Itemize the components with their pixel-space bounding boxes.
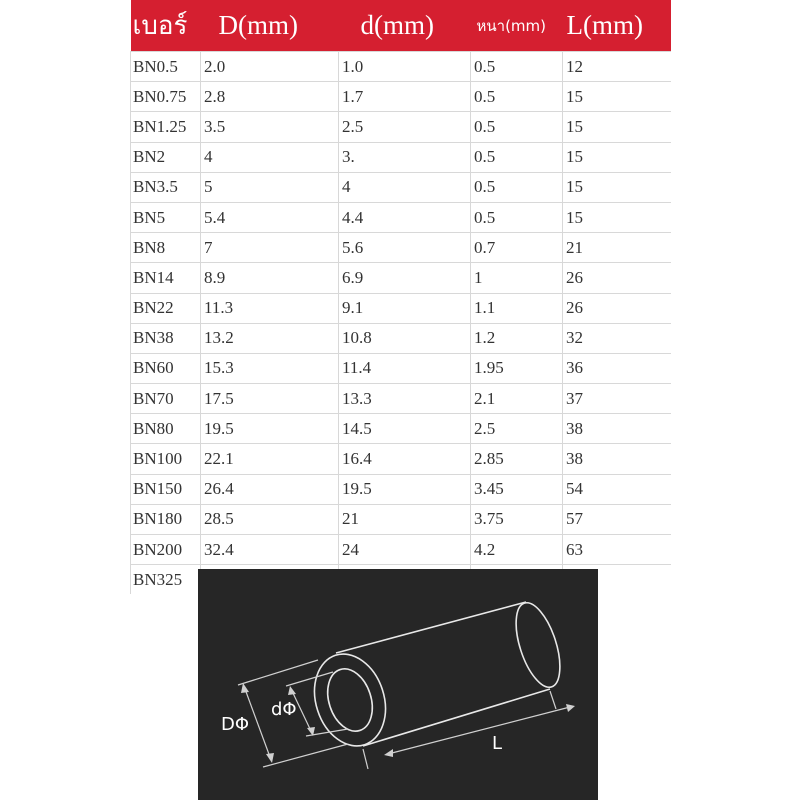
cell-size: BN1.25 — [131, 112, 201, 142]
cell-outer-diameter: 2.8 — [201, 82, 339, 112]
arrow-outer-bottom — [266, 753, 274, 763]
header-thickness: หนา(mm) — [471, 0, 563, 52]
table-row — [131, 323, 671, 353]
cell-inner-diameter: 2.5 — [339, 112, 471, 142]
cell-outer-diameter: 3.5 — [201, 112, 339, 142]
cell-size: BN150 — [131, 474, 201, 504]
cell-length: 15 — [563, 172, 671, 202]
cell-length: 21 — [563, 233, 671, 263]
cell-length: 38 — [563, 444, 671, 474]
cell-length: 15 — [563, 82, 671, 112]
ext-line-outer-top — [238, 660, 318, 685]
table-body — [131, 52, 671, 595]
cell-size: BN200 — [131, 535, 201, 565]
cell-thickness: 0.5 — [471, 52, 563, 82]
cell-outer-diameter: 15.3 — [201, 353, 339, 383]
cell-outer-diameter: 4 — [201, 142, 339, 172]
cell-inner-diameter: 14.5 — [339, 414, 471, 444]
table-header — [131, 0, 671, 52]
cell-thickness: 0.5 — [471, 172, 563, 202]
label-length: L — [492, 733, 503, 754]
table-row — [131, 202, 671, 232]
cell-length: 12 — [563, 52, 671, 82]
cell-outer-diameter: 22.1 — [201, 444, 339, 474]
table-row — [131, 142, 671, 172]
table-row — [131, 293, 671, 323]
table-row — [131, 172, 671, 202]
cell-thickness: 3.45 — [471, 474, 563, 504]
header-inner-diameter: d(mm) — [339, 0, 471, 52]
table-row — [131, 112, 671, 142]
table-row — [131, 535, 671, 565]
cell-size: BN100 — [131, 444, 201, 474]
cell-thickness: 1.1 — [471, 293, 563, 323]
cell-outer-diameter: 32.4 — [201, 535, 339, 565]
cell-inner-diameter: 16.4 — [339, 444, 471, 474]
tube-outer-circle — [303, 645, 397, 755]
arrow-length-right — [566, 704, 575, 712]
cell-inner-diameter: 4 — [339, 172, 471, 202]
cell-size: BN60 — [131, 353, 201, 383]
table-row — [131, 414, 671, 444]
cell-length: 38 — [563, 414, 671, 444]
cell-thickness: 2.85 — [471, 444, 563, 474]
cell-inner-diameter: 9.1 — [339, 293, 471, 323]
cell-outer-diameter: 26.4 — [201, 474, 339, 504]
cell-inner-diameter: 21 — [339, 504, 471, 534]
cell-outer-diameter: 13.2 — [201, 323, 339, 353]
cell-inner-diameter: 24 — [339, 535, 471, 565]
cell-inner-diameter: 1.0 — [339, 52, 471, 82]
cell-thickness: 0.5 — [471, 202, 563, 232]
table-row — [131, 233, 671, 263]
cell-size: BN2 — [131, 142, 201, 172]
ext-line-outer-bottom — [263, 744, 348, 767]
cell-length: 15 — [563, 202, 671, 232]
cell-inner-diameter: 3. — [339, 142, 471, 172]
cell-thickness: 0.7 — [471, 233, 563, 263]
arrow-length-left — [384, 749, 393, 757]
cell-outer-diameter: 17.5 — [201, 384, 339, 414]
spec-table — [130, 0, 671, 594]
cell-size: BN70 — [131, 384, 201, 414]
table-row — [131, 82, 671, 112]
tube-diagram-svg — [198, 569, 598, 800]
table-row — [131, 474, 671, 504]
cell-length: 32 — [563, 323, 671, 353]
cell-outer-diameter: 8.9 — [201, 263, 339, 293]
arrow-outer-top — [241, 683, 249, 693]
table-row — [131, 444, 671, 474]
label-inner-diameter: dΦ — [271, 699, 297, 720]
cell-length: 26 — [563, 263, 671, 293]
cell-inner-diameter: 19.5 — [339, 474, 471, 504]
cell-length: 54 — [563, 474, 671, 504]
cell-size: BN14 — [131, 263, 201, 293]
cell-inner-diameter: 1.7 — [339, 82, 471, 112]
cell-size: BN8 — [131, 233, 201, 263]
table-row — [131, 504, 671, 534]
cell-length: 37 — [563, 384, 671, 414]
tube-far-end — [507, 598, 568, 693]
cell-size: BN0.75 — [131, 82, 201, 112]
header-outer-diameter: D(mm) — [201, 0, 339, 52]
header-size: เบอร์ — [131, 0, 201, 52]
tube-bottom-edge — [363, 689, 550, 746]
table-row — [131, 353, 671, 383]
table-row — [131, 52, 671, 82]
arrow-inner-top — [288, 686, 296, 695]
cell-length: 57 — [563, 504, 671, 534]
cell-thickness: 0.5 — [471, 82, 563, 112]
cell-size: BN180 — [131, 504, 201, 534]
cell-thickness: 2.5 — [471, 414, 563, 444]
cell-length: 26 — [563, 293, 671, 323]
tube-diagram — [198, 569, 598, 800]
ext-line-inner-top — [286, 672, 333, 686]
cell-size: BN325 — [131, 565, 201, 595]
cell-thickness: 0.5 — [471, 142, 563, 172]
ext-line-length-right — [550, 691, 556, 709]
cell-inner-diameter: 13.3 — [339, 384, 471, 414]
cell-size: BN38 — [131, 323, 201, 353]
cell-inner-diameter: 6.9 — [339, 263, 471, 293]
cell-thickness: 4.2 — [471, 535, 563, 565]
cell-size: BN3.5 — [131, 172, 201, 202]
header-row — [131, 0, 671, 52]
table-row — [131, 384, 671, 414]
header-length: L(mm) — [563, 0, 671, 52]
cell-length: 36 — [563, 353, 671, 383]
cell-size: BN22 — [131, 293, 201, 323]
cell-thickness: 1.2 — [471, 323, 563, 353]
cell-inner-diameter: 5.6 — [339, 233, 471, 263]
cell-inner-diameter: 10.8 — [339, 323, 471, 353]
cell-size: BN5 — [131, 202, 201, 232]
cell-thickness: 2.1 — [471, 384, 563, 414]
cell-outer-diameter: 7 — [201, 233, 339, 263]
cell-outer-diameter: 5.4 — [201, 202, 339, 232]
cell-outer-diameter: 11.3 — [201, 293, 339, 323]
cell-thickness: 3.75 — [471, 504, 563, 534]
cell-outer-diameter: 19.5 — [201, 414, 339, 444]
cell-length: 15 — [563, 112, 671, 142]
cell-thickness: 0.5 — [471, 112, 563, 142]
cell-inner-diameter: 4.4 — [339, 202, 471, 232]
cell-length: 63 — [563, 535, 671, 565]
label-outer-diameter: DΦ — [221, 714, 250, 735]
cell-outer-diameter: 5 — [201, 172, 339, 202]
tube-top-edge — [336, 602, 526, 653]
cell-outer-diameter: 2.0 — [201, 52, 339, 82]
cell-outer-diameter: 28.5 — [201, 504, 339, 534]
tube-inner-circle — [320, 663, 380, 737]
cell-thickness: 1 — [471, 263, 563, 293]
cell-size: BN0.5 — [131, 52, 201, 82]
table-row — [131, 263, 671, 293]
cell-thickness: 1.95 — [471, 353, 563, 383]
ext-line-length-left — [363, 749, 368, 769]
cell-inner-diameter: 11.4 — [339, 353, 471, 383]
cell-size: BN80 — [131, 414, 201, 444]
cell-length: 15 — [563, 142, 671, 172]
